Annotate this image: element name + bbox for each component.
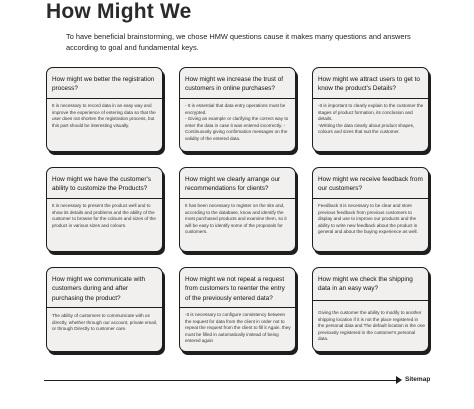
hmw-card-shipping	[312, 267, 429, 352]
hmw-card-feedback	[312, 167, 429, 252]
card-answer: It is necessary to present the product well and to show its details and problems and the ability of the customer to browse for the colours and sizes of the product in various sizes and colours.	[52, 203, 156, 228]
card-divider	[180, 198, 295, 199]
card-answer: -It is necessary to configure consistency between the request for data from the client in order not to repeat the request from the client to fill it Again. they must be filled in automatically instead of being entered again	[185, 312, 291, 343]
card-divider	[313, 98, 428, 99]
card-question: How might we increase the trust of customers in online purchases?	[185, 76, 284, 93]
page-title: How Might We	[46, 0, 192, 23]
hmw-card-registration	[46, 67, 163, 152]
hmw-card-recommendations	[179, 167, 296, 252]
card-answer: It has been necessary to register on the site and, according to the database, know and identify the most purchased products and examine them, so it will be easy to identify some of the proposals for customers.	[185, 203, 287, 234]
sitemap-link[interactable]: Sitemap	[405, 376, 431, 383]
card-divider	[47, 198, 162, 199]
hmw-card-product-details	[312, 67, 429, 152]
hmw-card-trust	[179, 67, 296, 152]
card-answer: The ability of customers to communicate with us directly, whether through our account, private email, or through Directly to customer care.	[52, 313, 158, 331]
hmw-card-customize	[46, 167, 163, 252]
card-question: How might we have the customer's ability to customize the Products?	[52, 176, 151, 193]
card-answer: It is necessary to record data in an easy way and improve the experience of entering data so that the user does not shorten the registration process, but this part should be interesting visually.	[52, 103, 156, 128]
card-divider	[47, 98, 162, 99]
card-question: How might we receive feedback from our customers?	[318, 176, 423, 193]
card-divider	[313, 198, 428, 199]
hmw-card-no-repeat	[179, 267, 296, 352]
card-answer: Giving the customer the ability to modify to another shipping location if it is not the place registered in the personal data and The default location is the one previously registered in the customer's personal data.	[318, 310, 425, 341]
card-answer: -It is important to clearly explain to the customer the stages of product formation, its conclusion and details. -Writting the data clearly about product shapes, colours and sizes that suit the customer.	[318, 103, 424, 134]
card-question: How might we clearly arrange our recommendations for clients?	[185, 176, 281, 193]
card-question: How might we attract users to get to know the product's Details?	[318, 76, 420, 93]
card-answer: Feedback It is necessary to be clear and store previous feedback from previous customers to display and use to improve our products and the ability to write new feedback about the product in general and about the buying experience as well.	[318, 203, 418, 234]
card-divider	[180, 98, 295, 99]
card-answer: - It is essential that data entry operations must be encrypted. - Giving an example or clarifying the correct way to enter the data in case it was entered incorrectly. - Continuously giving confirmation messages on the validity of the entered data.	[185, 103, 289, 141]
card-divider	[313, 300, 428, 301]
card-divider	[180, 307, 295, 308]
hmw-card-grid	[44, 67, 432, 359]
intro-text: To have beneficial brainstorming, we chose HMW questions cause it makes many questions and answers according to goal and fundamental keys.	[66, 32, 411, 52]
hmw-card-communicate	[46, 267, 163, 352]
sitemap-line	[44, 380, 400, 381]
card-question: How might we communicate with customers during and after purchasing the product?	[52, 276, 146, 302]
card-question: How might we check the shipping data in an easy way?	[318, 276, 413, 293]
card-question: How might we not repeat a request from customers to reenter the entry of the previously entered data?	[185, 276, 285, 302]
card-divider	[47, 307, 162, 308]
arrow-right-icon[interactable]	[396, 376, 402, 384]
card-question: How might we better the registration process?	[52, 76, 155, 93]
